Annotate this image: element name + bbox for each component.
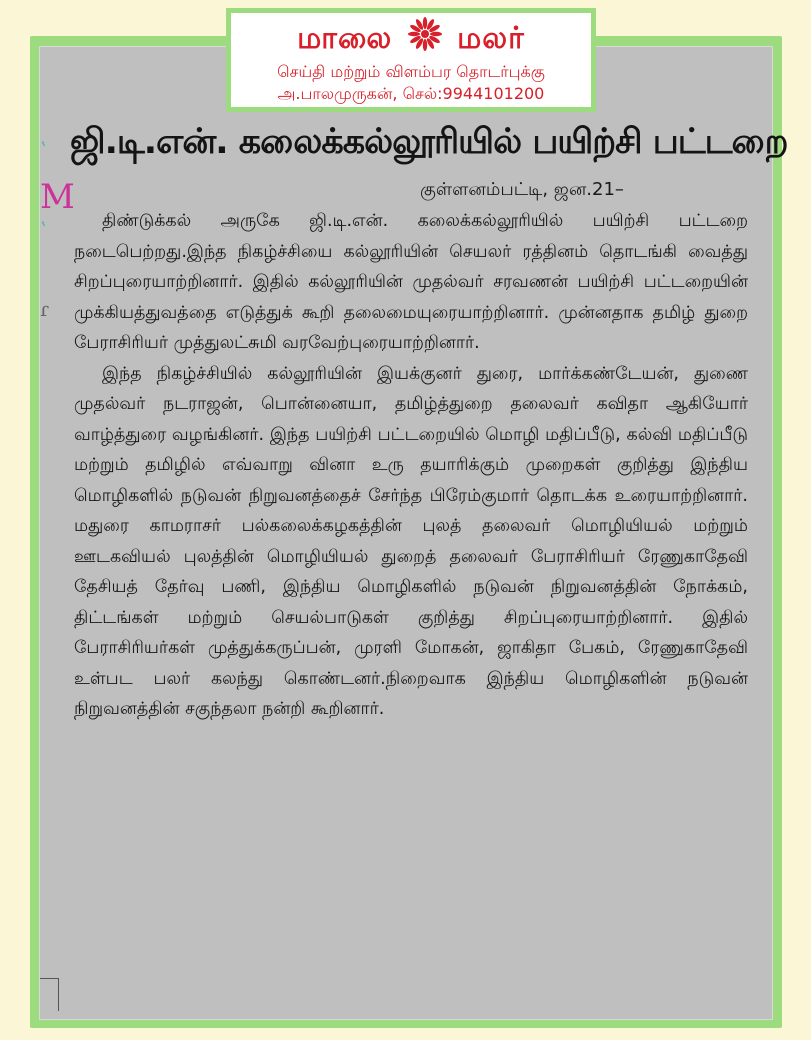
- edge-fragment: M: [40, 177, 75, 217]
- corner-rule: [40, 978, 59, 1011]
- edge-fragment: ʽ: [40, 137, 47, 161]
- brand-left: மாலை: [297, 21, 393, 56]
- article-paragraph: திண்டுக்கல் அருகே ஜி.டி.என். கலைக்கல்லூரியில் பயிற்சி பட்டறை நடைபெற்றது.இந்த நிகழ்ச்சியை கல்லூரியின் செயலர் ரத்தினம் தொடங்கி வைத்து சிறப்புரையாற்றினார். இதில் கல்லூரியின் முதல்வர் சரவணன் பயிற்சி பட்டறையின் முக்கியத்துவத்தை எடுத்துக் கூறி தலைமையுரையாற்றினார். முன்னதாக தமிழ் துறை பேராசிரியர் முத்துலட்சுமி வரவேற்புரையாற்றினார்.: [74, 211, 748, 353]
- masthead-panel: [231, 13, 591, 107]
- article-paragraph: இந்த நிகழ்ச்சியில் கல்லூரியின் இயக்குனர் துரை, மார்க்கண்டேயன், துணை முதல்வர் நடராஜன், பொன்னையா, தமிழ்த்துறை தலைவர் கவிதா ஆகியோர் வாழ்த்துரை வழங்கினர். இந்த பயிற்சி பட்டறையில் மொழி மதிப்பீடு, கல்வி மதிப்பீடு மற்றும் தமிழில் எவ்வாறு வினா உரு தயாரிக்கும் முறைகள் குறித்து இந்திய மொழிகளில் நடுவன் நிறுவனத்தைச் சேர்ந்த பிரேம்குமார் தொடக்க உரையாற்றினார். மதுரை காமராசர் பல்கலைக்கழகத்தின் புலத் தலைவர் மொழியியல் மற்றும் ஊடகவியல் புலத்தின் மொழியியல் துறைத் தலைவர் பேராசிரியர் ரேணுகாதேவி தேசியத் தேர்வு பணி, இந்திய மொழிகளில் நடுவன் நிறுவனத்தின் நோக்கம், திட்டங்கள் மற்றும் செயல்பாடுகள் குறித்து சிறப்புரையாற்றினார். இதில் பேராசிரியர்கள் முத்துக்கருப்பன், முரளி மோகன், ஜாகிதா பேகம், ரேணுகாதேவி உள்பட பலர் கலந்து கொண்டனர்.நிறைவாக இந்திய மொழிகளின் நடுவன் நிறுவனத்தின் சகுந்தலா நன்றி கூறினார்.: [74, 363, 748, 719]
- masthead-logo: [226, 8, 596, 112]
- brand-right: மலர்: [457, 21, 525, 56]
- masthead-contact: அ.பாலமுருகன், செல்:9944101200: [277, 84, 545, 103]
- edge-fragment: ʽ: [40, 217, 47, 241]
- article-dateline: குள்ளனம்பட்டி, ஜன.21–: [420, 179, 624, 200]
- article-body: [74, 206, 748, 725]
- edge-fragment: ɾ: [40, 297, 50, 321]
- article-headline: ஜி.டி.என். கலைக்கல்லூரியில் பயிற்சி பட்டறை: [70, 122, 788, 162]
- flower-icon: [408, 17, 442, 62]
- masthead-tagline: செய்தி மற்றும் விளம்பர தொடர்புக்கு: [277, 62, 545, 81]
- brand-name: [231, 17, 591, 62]
